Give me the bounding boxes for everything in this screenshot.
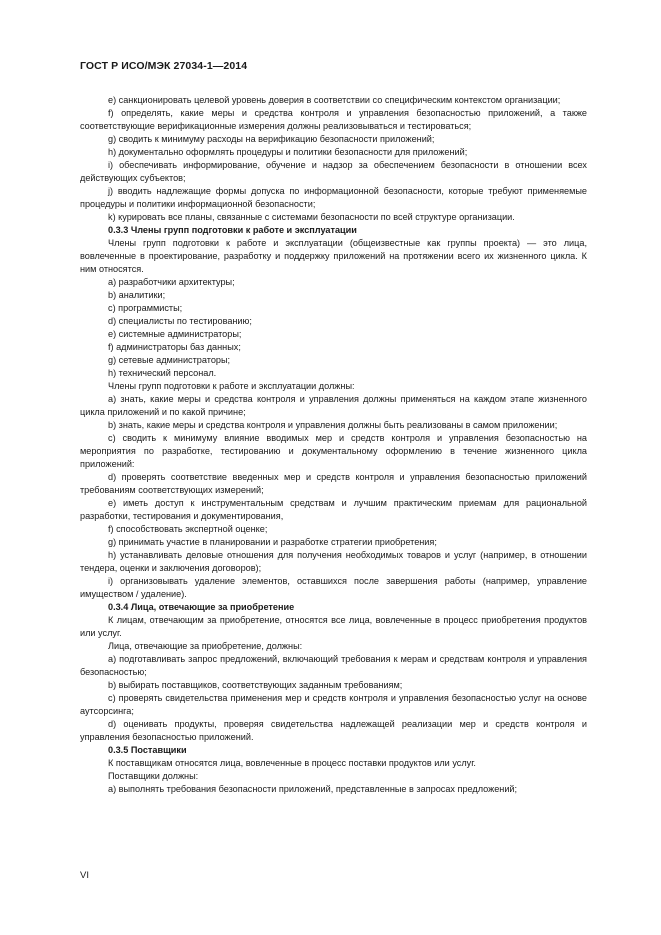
paragraph: d) специалисты по тестированию; — [108, 316, 252, 326]
section-heading: 0.3.5 Поставщики — [108, 745, 187, 755]
paragraph: f) способствовать экспертной оценке; — [108, 524, 268, 534]
paragraph: Поставщики должны: — [108, 771, 199, 781]
paragraph: а) подготавливать запрос предложений, включающий требования к мерам и средствам контроля и управления безопасностью; — [80, 654, 587, 677]
paragraph: g) сетевые администраторы; — [108, 355, 231, 365]
paragraph: Члены групп подготовки к работе и эксплуатации (общеизвестные как группы проекта) — это лица, вовлеченные в проектирование, разработку и поддержку приложений на протяжении всего их жизненного цикла. К ним относятся. — [80, 238, 587, 274]
paragraph: g) сводить к минимуму расходы на верификацию безопасности приложений; — [108, 134, 435, 144]
paragraph: К поставщикам относятся лица, вовлеченные в процесс поставки продуктов или услуг. — [108, 758, 476, 768]
paragraph: е) санкционировать целевой уровень доверия в соответствии со специфическим контекстом организации; — [108, 95, 561, 105]
paragraph: h) устанавливать деловые отношения для получения необходимых товаров и услуг (например, в отношении тендера, оценки и заключения договоров); — [80, 550, 587, 573]
paragraph: d) проверять соответствие введенных мер и средств контроля и управления безопасностью приложений требованиям соответствующих измерений; — [80, 472, 587, 495]
paragraph: h) технический персонал. — [108, 368, 217, 378]
paragraph: c) сводить к минимуму влияние вводимых мер и средств контроля и управления безопасностью на мероприятия по разработке, тестированию и документальному оформлению в течение жизненного цикла приложений: — [80, 433, 587, 469]
paragraph: j) вводить надлежащие формы допуска по информационной безопасности, которые требуют применяемые процедуры и политики информационной безопасности; — [80, 186, 587, 209]
paragraph: f) определять, какие меры и средства контроля и управления безопасностью приложений, а также соответствующие верификационные измерения должны реализовываться и тестироваться; — [80, 108, 587, 131]
paragraph: c) проверять свидетельства применения мер и средств контроля и управления безопасностью услуг на основе аутсорсинга; — [80, 693, 587, 716]
page-number: VI — [80, 870, 89, 881]
paragraph: b) знать, какие меры и средства контроля и управления должны быть реализованы в самом приложении; — [108, 420, 558, 430]
paragraph: i) обеспечивать информирование, обучение и надзор за обеспечением безопасности в отношении всех действующих субъектов; — [80, 160, 587, 183]
paragraph: d) оценивать продукты, проверяя свидетельства надлежащей реализации мер и средств контроля и управления безопасностью приложений. — [80, 719, 587, 742]
paragraph: h) документально оформлять процедуры и политики безопасности для приложений; — [108, 147, 468, 157]
paragraph: К лицам, отвечающим за приобретение, относятся все лица, вовлеченные в процесс приобретения продуктов или услуг. — [80, 615, 587, 638]
paragraph: c) программисты; — [108, 303, 183, 313]
document-header: ГОСТ Р ИСО/МЭК 27034-1—2014 — [80, 60, 248, 72]
paragraph: g) принимать участие в планировании и разработке стратегии приобретения; — [108, 537, 437, 547]
paragraph: b) аналитики; — [108, 290, 166, 300]
section-heading: 0.3.4 Лица, отвечающие за приобретение — [108, 602, 295, 612]
paragraph: е) иметь доступ к инструментальным средствам и лучшим практическим приемам для рациональной разработки, тестирования и документирования, — [80, 498, 587, 521]
paragraph: Члены групп подготовки к работе и эксплуатации должны: — [108, 381, 355, 391]
paragraph: а) разработчики архитектуры; — [108, 277, 235, 287]
paragraph: а) выполнять требования безопасности приложений, представленные в запросах предложений; — [108, 784, 518, 794]
paragraph: i) организовывать удаление элементов, оставшихся после завершения работы (например, управление имуществом / удаление). — [80, 576, 587, 599]
paragraph: k) курировать все планы, связанные с системами безопасности по всей структуре организации. — [108, 212, 515, 222]
paragraph: f) администраторы баз данных; — [108, 342, 241, 352]
section-heading: 0.3.3 Члены групп подготовки к работе и эксплуатации — [108, 225, 357, 235]
paragraph: Лица, отвечающие за приобретение, должны: — [108, 641, 303, 651]
paragraph: е) системные администраторы; — [108, 329, 242, 339]
paragraph: а) знать, какие меры и средства контроля и управления должны применяться на каждом этапе жизненного цикла приложений и по какой причине; — [80, 394, 587, 417]
document-body — [80, 94, 587, 796]
paragraph: b) выбирать поставщиков, соответствующих заданным требованиям; — [108, 680, 403, 690]
